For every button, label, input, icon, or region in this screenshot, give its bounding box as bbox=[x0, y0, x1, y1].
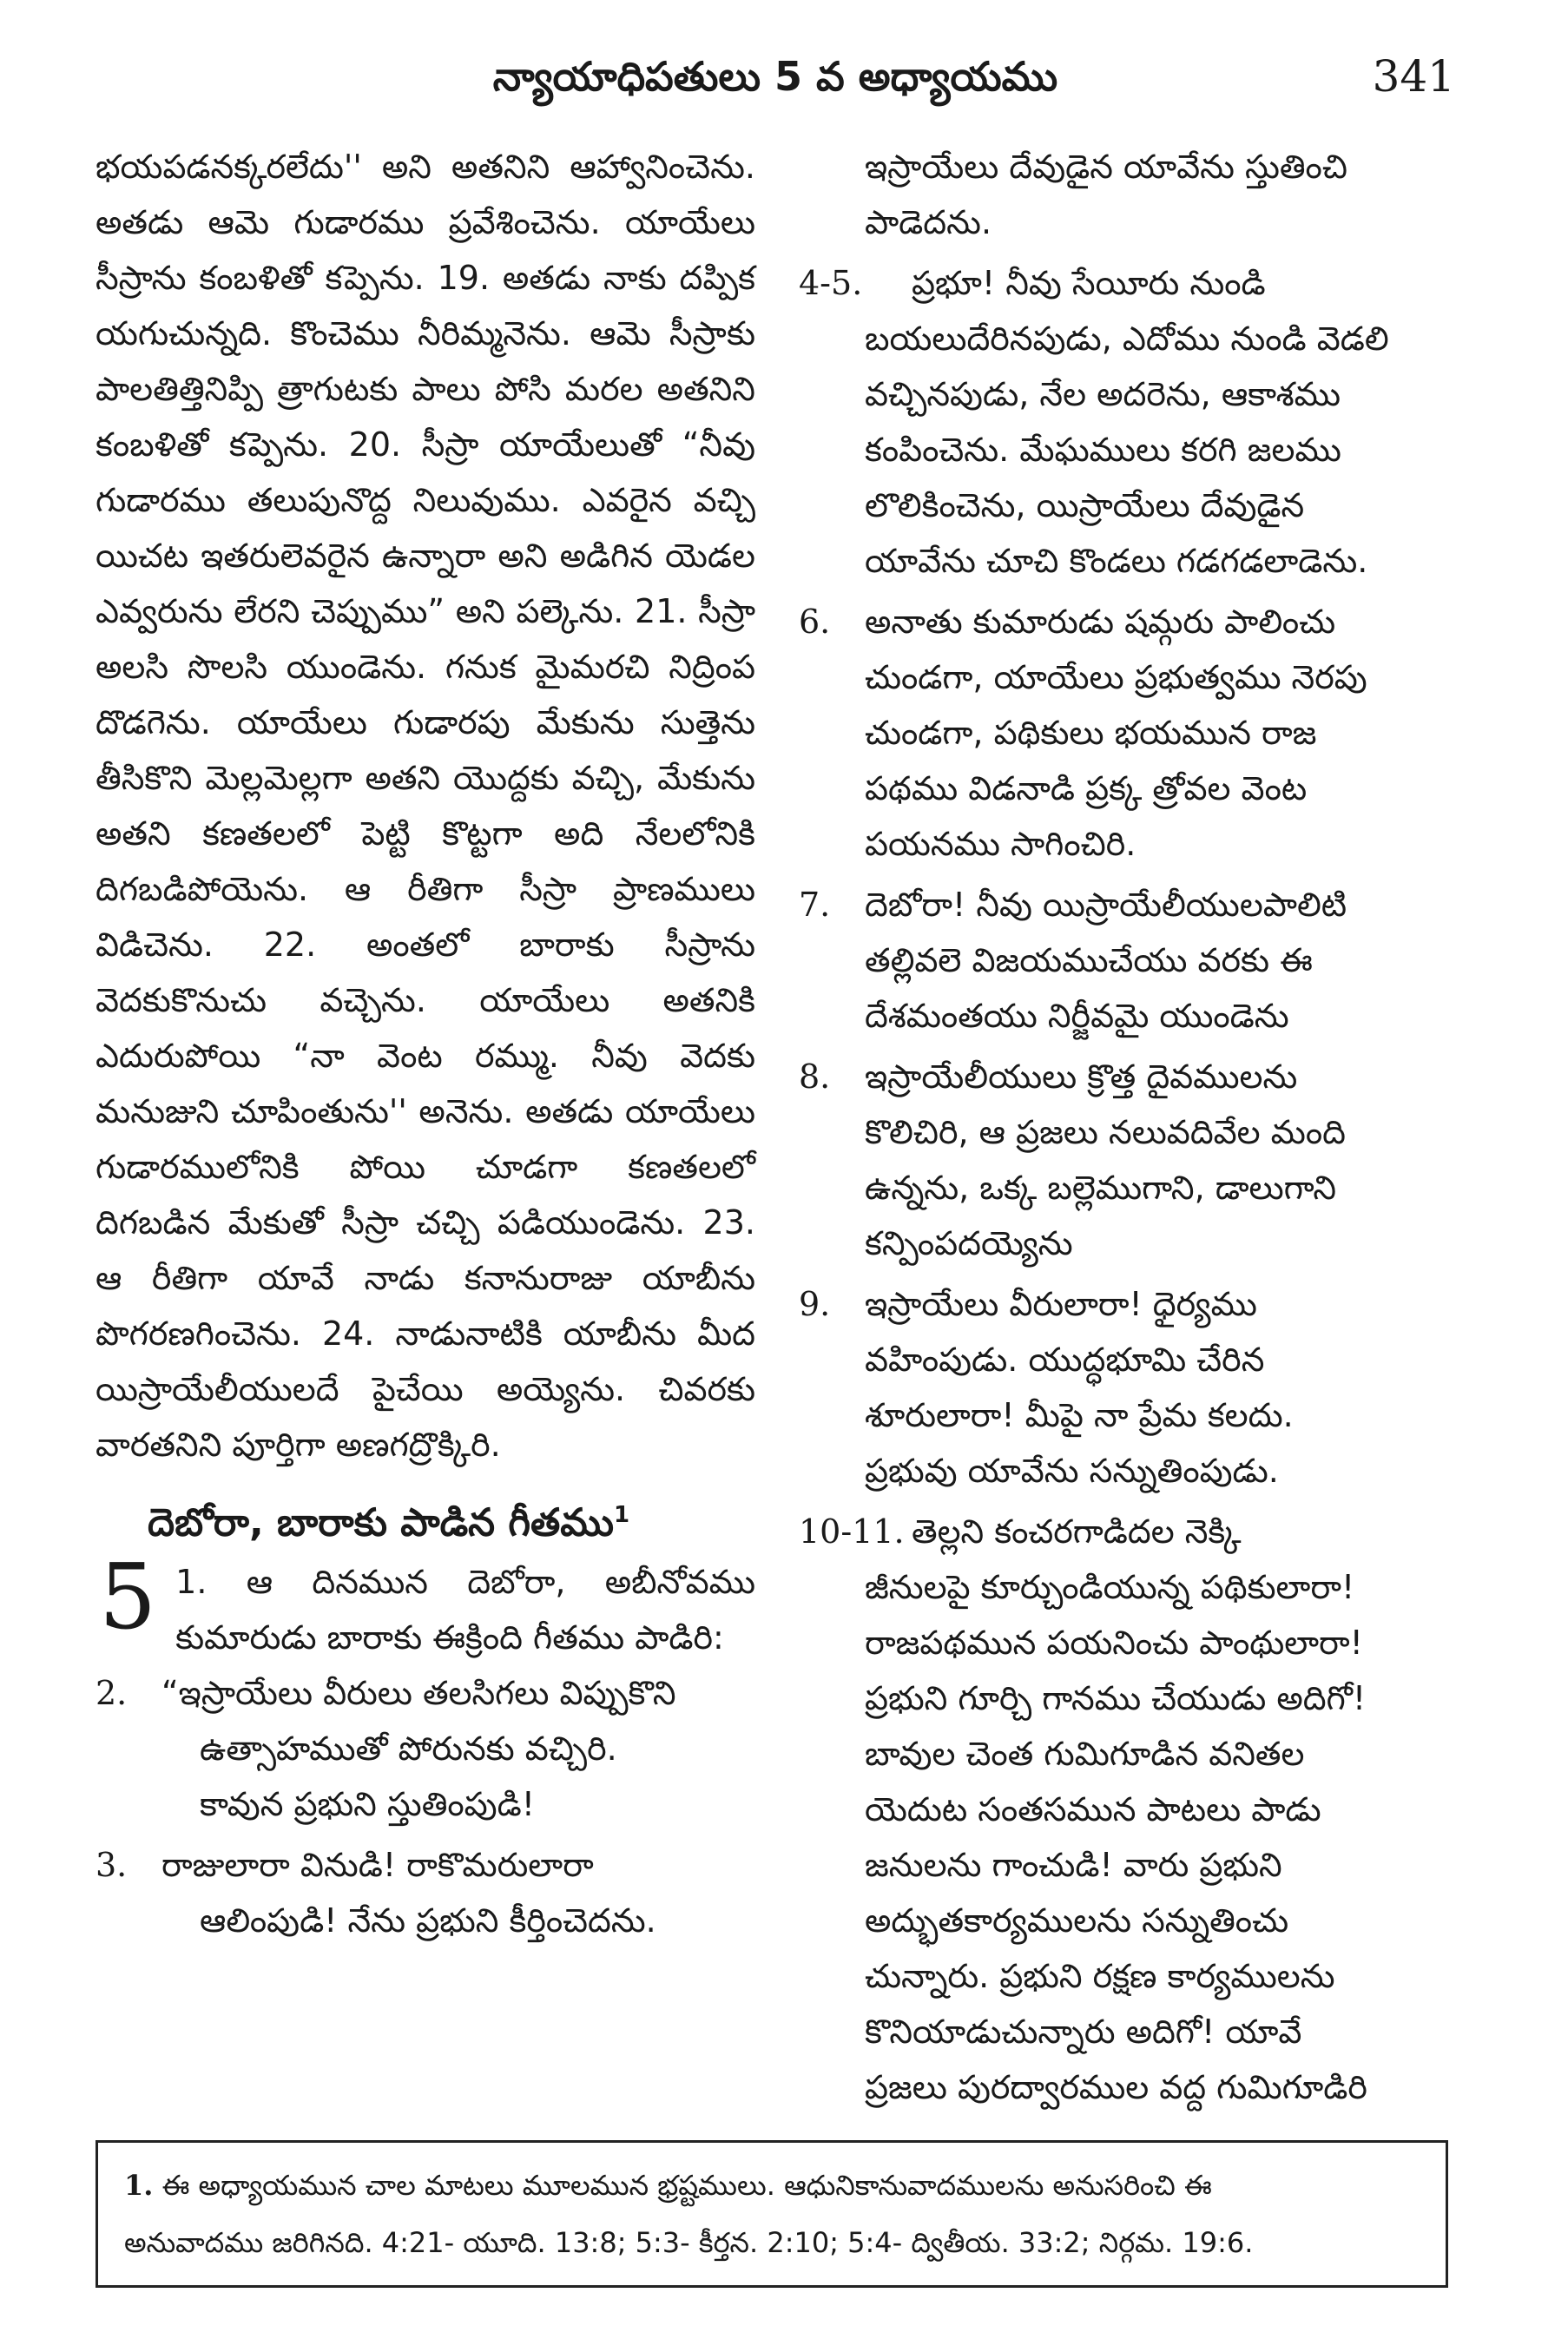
running-title: న్యాయాధిపతులు 5 వ అధ్యాయము bbox=[492, 53, 1058, 100]
verse-line: అద్భుతకార్యములను సన్నుతించు bbox=[865, 1901, 1289, 1940]
chapter-intro-block bbox=[96, 1543, 755, 1665]
verse-line: జనులను గాంచుడి! వారు ప్రభుని bbox=[865, 1846, 1282, 1884]
page-header bbox=[96, 42, 1455, 120]
verse-10-11 bbox=[799, 1504, 1459, 2115]
verse-3 bbox=[96, 1837, 755, 1948]
verse-number: 2. bbox=[96, 1673, 128, 1712]
verse-line: ప్రభువు యావేను సన్నుతింపుడు. bbox=[865, 1452, 1279, 1490]
verse-3-continuation bbox=[799, 139, 1459, 250]
chapter-intro-text: 1. ఆ దినమున దెబోరా, అబీనోవము కుమారుడు బారాకు ఈక్రింది గీతము పాడిరి: bbox=[175, 1562, 755, 1657]
footnote-line: అనువాదము జరిగినది. 4:21- యూది. 13:8; 5:3- కీర్తన. 2:10; 5:4- ద్వితీయ. 33:2; నిర్గమ. 19:6. bbox=[124, 2226, 1254, 2259]
verse-2 bbox=[96, 1665, 755, 1832]
verse-line: తల్లివలె విజయముచేయు వరకు ఈ bbox=[865, 941, 1313, 979]
verse-number: 3. bbox=[96, 1845, 128, 1884]
verse-line: రాజపథమున పయనించు పాంథులారా! bbox=[865, 1624, 1363, 1662]
verse-number: 7. bbox=[799, 886, 831, 924]
verse-line: దేశమంతయు నిర్జీవమై యుండెను bbox=[865, 997, 1289, 1035]
verse-line: యెదుట సంతసమున పాటలు పాడు bbox=[865, 1790, 1321, 1828]
verse-9 bbox=[799, 1276, 1459, 1499]
verse-text bbox=[865, 1504, 1459, 2115]
verse-line: అనాతు కుమారుడు షమ్గరు పాలించు bbox=[865, 603, 1336, 641]
verse-line: ఉత్సాహముతో పోరునకు వచ్చిరి. bbox=[200, 1729, 617, 1768]
verse-line: ఇస్రాయేలీయులు క్రొత్త దైవములను bbox=[865, 1057, 1298, 1096]
verse-line: జీనులపై కూర్చుండియున్న పథికులారా! bbox=[865, 1568, 1355, 1606]
verse-8 bbox=[799, 1049, 1459, 1271]
verse-number: 10-11. bbox=[799, 1512, 905, 1551]
verse-line: కంపించెను. మేఘములు కరగి జలము bbox=[865, 431, 1341, 469]
right-column bbox=[799, 139, 1459, 2120]
verse-line: కన్పింపదయ్యెను bbox=[865, 1224, 1073, 1262]
verse-line: వహింపుడు. యుద్ధభూమి చేరిన bbox=[865, 1341, 1265, 1379]
verse-line: ప్రజలు పురద్వారముల వద్ద గుమిగూడిరి bbox=[865, 2068, 1367, 2106]
verse-line: కొలిచిరి, ఆ ప్రజలు నలువదివేల మంది bbox=[865, 1113, 1346, 1151]
footnote-reference: 1 bbox=[614, 1502, 630, 1528]
verse-line: చున్నారు. ప్రభుని రక్షణ కార్యములను bbox=[865, 1957, 1335, 1995]
verse-number: 6. bbox=[799, 603, 831, 641]
verse-line: ప్రభూ! నీవు సేయీరు నుండి bbox=[912, 264, 1266, 302]
verse-line: ఆలింపుడి! నేను ప్రభుని కీర్తించెదను. bbox=[200, 1901, 656, 1940]
footnote-text: ఈ అధ్యాయమున చాల మాటలు మూలమున భ్రష్టములు. ఆధునికానువాదములను అనుసరించి ఈ bbox=[161, 2169, 1212, 2202]
verse-number: 9. bbox=[799, 1285, 831, 1323]
verse-line: కొనియాడుచున్నారు అదిగో! యావే bbox=[865, 2013, 1302, 2051]
verse-line: పథము విడనాడి ప్రక్క త్రోవల వెంట bbox=[865, 769, 1308, 807]
verse-line: చుండగా, పథికులు భయమున రాజ bbox=[865, 714, 1317, 752]
verse-line: బావుల చెంత గుమిగూడిన వనితల bbox=[865, 1735, 1305, 1773]
verse-number: 8. bbox=[799, 1057, 831, 1096]
verse-line: పాడెదను. bbox=[865, 203, 992, 241]
verse-number: 4-5. bbox=[799, 264, 863, 302]
prose-paragraph: భయపడనక్కరలేదు'' అని అతనిని ఆహ్వానించెను. అతడు ఆమె గుడారము ప్రవేశించెను. యాయేలు సీస్రాను కంబళితో కప్పెను. 19. అతడు నాకు దప్పిక యగుచున్నది. కొంచెము నీరిమ్మనెను. ఆమె సీస్రాకు పాలతిత్తినిప్పి త్రాగుటకు పాలు పోసి మరల అతనిని కంబళితో కప్పెను. 20. సీస్రా యాయేలుతో “నీవు గుడారము తలుపునొద్ద నిలువుము. ఎవరైన వచ్చి యిచట ఇతరులెవరైన ఉన్నారా అని అడిగిన యెడల ఎవ్వరును లేరని చెప్పుము” అని పల్కెను. 21. సీస్రా అలసి సొలసి యుండెను. గనుక మైమరచి నిద్రింప దొడగెను. యాయేలు గుడారపు మేకును సుత్తెను తీసికొని మెల్లమెల్లగా అతని యొద్దకు వచ్చి, మేకును అతని కణతలలో పెట్టి కొట్టగా అది నేలలోనికి దిగబడిపోయెను. ఆ రీతిగా సీస్రా ప్రాణములు విడిచెను. 22. అంతలో బారాకు సీస్రాను వెదకుకొనుచు వచ్చెను. యాయేలు అతనికి ఎదురుపోయి “నా వెంట రమ్ము. నీవు వెదకు మనుజుని చూపింతును'' అనెను. అతడు యాయేలు గుడారములోనికి పోయి చూడగా కణతలలో దిగబడిన మేకుతో సీస్రా చచ్చి పడియుండెను. 23. ఆ రీతిగా యావే నాడు కనానురాజు యాబీను పొగరణగించెను. 24. నాడునాటికి యాబీను మీద యిస్రాయేలీయులదే పైచేయి అయ్యెను. చివరకు వారతనిని పూర్తిగా అణగద్రొక్కిరి. bbox=[96, 148, 755, 1464]
footnote-box bbox=[96, 2140, 1448, 2288]
section-heading bbox=[148, 1485, 755, 1554]
verse-line: లొలికించెను, యిస్రాయేలు దేవుడైన bbox=[865, 486, 1305, 524]
verse-4-5 bbox=[799, 255, 1459, 589]
verse-line: దెబోరా! నీవు యిస్రాయేలీయులపాలిటి bbox=[865, 886, 1347, 924]
page-number: 341 bbox=[1372, 51, 1455, 102]
verse-6 bbox=[799, 594, 1459, 872]
section-heading-text: దెబోరా, బారాకు పాడిన గీతము bbox=[148, 1500, 615, 1545]
verse-line: ఉన్నను, ఒక్క బల్లెముగాని, డాలుగాని bbox=[865, 1169, 1337, 1207]
verse-line: పయనము సాగించిరి. bbox=[865, 825, 1136, 863]
verse-text bbox=[161, 1837, 755, 1948]
verse-line: రాజులారా వినుడి! రాకొమరులారా bbox=[161, 1845, 594, 1884]
verse-line: శూరులారా! మీపై నా ప్రేమ కలదు. bbox=[865, 1396, 1294, 1434]
verse-7 bbox=[799, 877, 1459, 1044]
verse-line: చుండగా, యాయేలు ప్రభుత్వము నెరపు bbox=[865, 658, 1367, 696]
footnote-mark: 1. bbox=[124, 2169, 154, 2202]
verse-line: తెల్లని కంచరగాడిదల నెక్కి bbox=[912, 1512, 1242, 1551]
verse-text bbox=[865, 1276, 1459, 1499]
chapter-number: 5 bbox=[99, 1543, 157, 1650]
verse-line: బయలుదేరినపుడు, ఎదోము నుండి వెడలి bbox=[865, 320, 1389, 358]
footnote-line bbox=[124, 2157, 1420, 2214]
verse-text bbox=[865, 594, 1459, 872]
verse-line: కావున ప్రభుని స్తుతింపుడి! bbox=[200, 1784, 535, 1823]
verse-line: యావేను చూచి కొండలు గడగడలాడెను. bbox=[865, 542, 1368, 580]
verse-line: “ఇస్రాయేలు వీరులు తలసిగలు విప్పుకొని bbox=[161, 1673, 676, 1712]
verse-line: ప్రభుని గూర్చి గానము చేయుడు అదిగో! bbox=[865, 1679, 1367, 1717]
verse-text bbox=[865, 877, 1459, 1044]
verse-text bbox=[865, 255, 1459, 589]
verse-text bbox=[865, 1049, 1459, 1271]
verse-line: ఇస్రాయేలు దేవుడైన యావేను స్తుతించి bbox=[865, 148, 1347, 186]
verse-text bbox=[161, 1665, 755, 1832]
verse-line: వచ్చినపుడు, నేల అదరెను, ఆకాశము bbox=[865, 375, 1341, 413]
left-column bbox=[96, 139, 755, 1953]
verse-line: ఇస్రాయేలు వీరులారా! ధైర్యము bbox=[865, 1285, 1257, 1323]
